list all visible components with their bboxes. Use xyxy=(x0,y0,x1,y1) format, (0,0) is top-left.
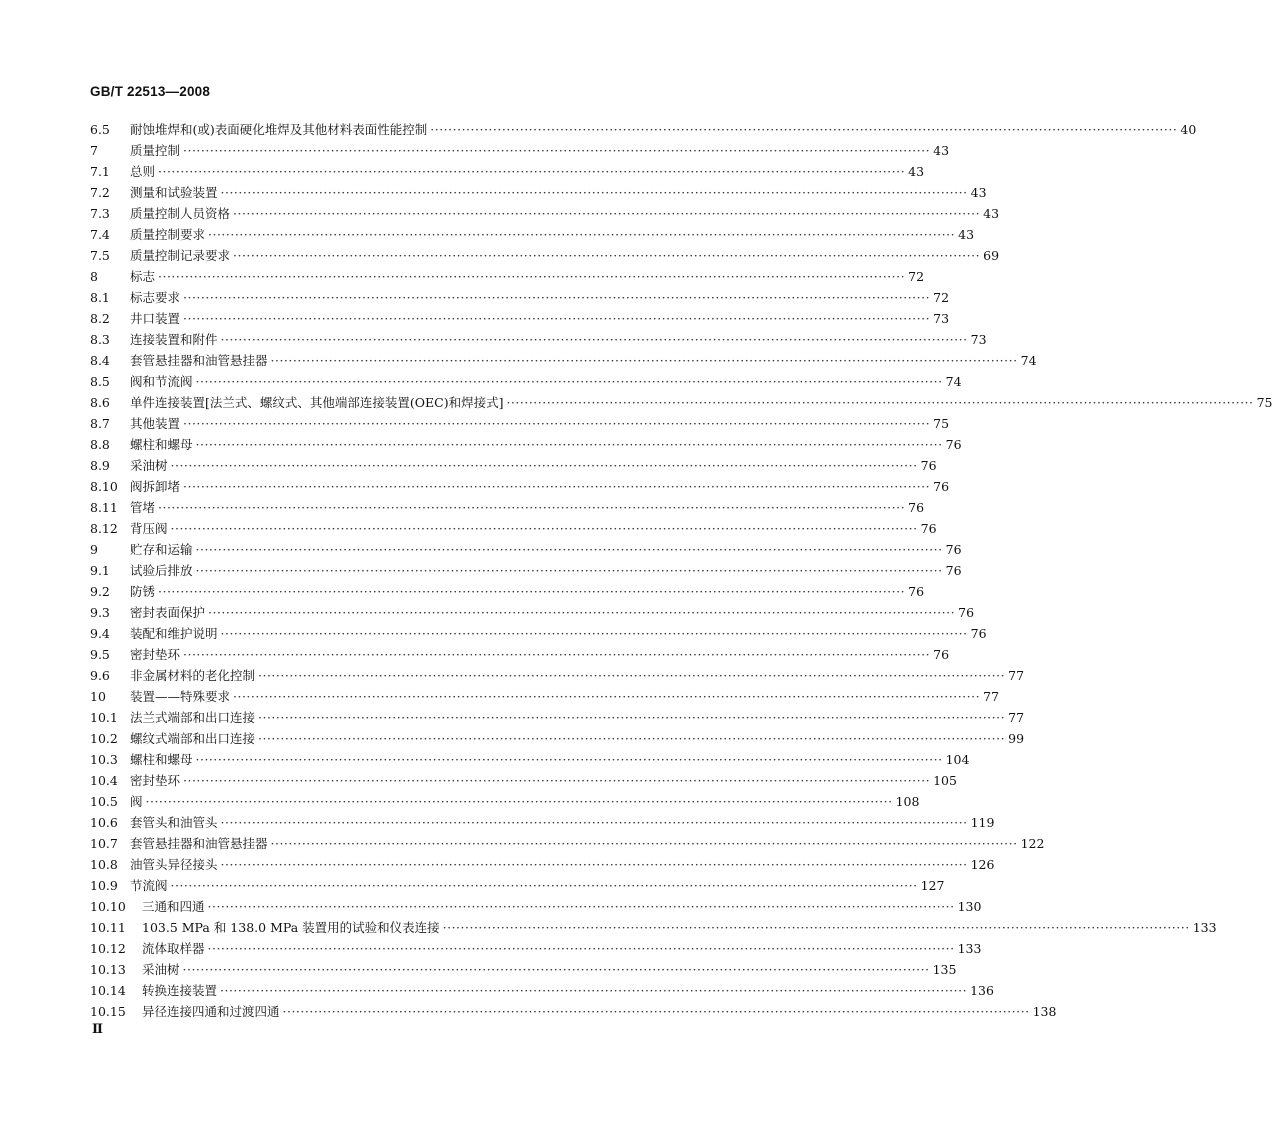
toc-dot-leader xyxy=(233,245,980,266)
toc-dot-leader xyxy=(158,266,905,287)
toc-entry[interactable] xyxy=(90,308,950,329)
toc-entry-title: 单件连接装置[法兰式、螺纹式、其他端部连接装置(OEC)和焊接式] xyxy=(130,395,504,410)
toc-entry-title: 三通和四通 xyxy=(142,899,205,914)
toc-dot-leader xyxy=(183,476,930,497)
toc-entry-number: 10.5 xyxy=(90,794,118,809)
toc-dot-leader xyxy=(183,287,930,308)
toc-entry-title: 套管悬挂器和油管悬挂器 xyxy=(130,353,268,368)
toc-entry[interactable] xyxy=(90,266,925,287)
toc-entry-number: 10.6 xyxy=(90,815,118,830)
toc-entry-title: 标志 xyxy=(130,269,156,284)
toc-entry-page: 43 xyxy=(958,227,975,242)
toc-dot-leader xyxy=(258,707,1005,728)
toc-entry-title: 质量控制记录要求 xyxy=(130,248,231,263)
toc-entry[interactable] xyxy=(90,980,994,1001)
toc-dot-leader xyxy=(258,665,1005,686)
page-number-footer: Ⅱ xyxy=(92,1022,103,1037)
toc-dot-leader xyxy=(208,224,955,245)
toc-entry-page: 77 xyxy=(983,689,1000,704)
toc-entry[interactable] xyxy=(90,413,950,434)
toc-entry-page: 43 xyxy=(983,206,1000,221)
toc-dot-leader xyxy=(171,518,918,539)
toc-entry-page: 76 xyxy=(945,437,962,452)
toc-entry[interactable] xyxy=(90,245,1000,266)
toc-entry-number: 9.6 xyxy=(90,668,110,683)
toc-entry[interactable] xyxy=(90,602,975,623)
toc-entry[interactable] xyxy=(90,791,920,812)
toc-entry-page: 75 xyxy=(933,416,950,431)
toc-entry[interactable] xyxy=(90,749,970,770)
toc-entry-page: 104 xyxy=(945,752,970,767)
toc-dot-leader xyxy=(196,749,943,770)
toc-dot-leader xyxy=(221,182,968,203)
toc-entry-title: 防锈 xyxy=(130,584,156,599)
toc-dot-leader xyxy=(221,812,968,833)
toc-entry[interactable] xyxy=(90,476,950,497)
toc-dot-leader xyxy=(271,350,1018,371)
toc-entry-title: 套管悬挂器和油管悬挂器 xyxy=(130,836,268,851)
toc-entry[interactable] xyxy=(90,287,950,308)
toc-entry[interactable] xyxy=(90,959,957,980)
table-of-contents xyxy=(90,119,1273,1022)
toc-dot-leader xyxy=(158,161,905,182)
toc-entry[interactable] xyxy=(90,203,1000,224)
document-code-header: GB/T 22513—2008 xyxy=(90,84,211,99)
toc-entry-title: 螺纹式端部和出口连接 xyxy=(130,731,256,746)
toc-entry-number: 10.15 xyxy=(90,1004,126,1019)
toc-entry-page: 133 xyxy=(1192,920,1217,935)
toc-entry-title: 质量控制 xyxy=(130,143,181,158)
toc-entry-number: 8.2 xyxy=(90,311,110,326)
toc-dot-leader xyxy=(221,623,968,644)
toc-entry[interactable] xyxy=(90,833,1045,854)
toc-entry-page: 130 xyxy=(957,899,982,914)
toc-entry-number: 8.8 xyxy=(90,437,110,452)
toc-dot-leader xyxy=(183,959,930,980)
toc-entry-number: 7.1 xyxy=(90,164,110,179)
toc-entry[interactable] xyxy=(90,686,1000,707)
toc-entry-title: 螺柱和螺母 xyxy=(130,437,193,452)
toc-entry-title: 阀 xyxy=(130,794,143,809)
toc-dot-leader xyxy=(220,980,967,1001)
toc-entry-number: 7.5 xyxy=(90,248,110,263)
toc-entry-number: 8.4 xyxy=(90,353,110,368)
toc-entry-number: 9.1 xyxy=(90,563,110,578)
toc-entry-title: 质量控制要求 xyxy=(130,227,206,242)
toc-entry-page: 43 xyxy=(933,143,950,158)
toc-entry-title: 套管头和油管头 xyxy=(130,815,218,830)
toc-entry-title: 节流阀 xyxy=(130,878,168,893)
toc-entry-page: 76 xyxy=(933,647,950,662)
toc-entry-page: 74 xyxy=(1020,353,1037,368)
toc-entry-number: 9.3 xyxy=(90,605,110,620)
toc-entry-number: 10.2 xyxy=(90,731,118,746)
toc-entry-page: 76 xyxy=(933,479,950,494)
toc-entry-title: 试验后排放 xyxy=(130,563,193,578)
toc-dot-leader xyxy=(258,728,1005,749)
toc-dot-leader xyxy=(183,413,930,434)
toc-entry-number: 8.10 xyxy=(90,479,118,494)
toc-entry[interactable] xyxy=(90,497,925,518)
toc-entry-title: 非金属材料的老化控制 xyxy=(130,668,256,683)
toc-entry-title: 质量控制人员资格 xyxy=(130,206,231,221)
toc-entry[interactable] xyxy=(90,917,1217,938)
toc-entry-number: 8.3 xyxy=(90,332,110,347)
toc-entry-page: 76 xyxy=(908,584,925,599)
toc-entry-number: 9.4 xyxy=(90,626,110,641)
toc-entry-title: 流体取样器 xyxy=(142,941,205,956)
toc-entry[interactable] xyxy=(90,560,962,581)
toc-entry[interactable] xyxy=(90,1001,1057,1022)
toc-entry[interactable] xyxy=(90,623,987,644)
toc-entry-number: 10.4 xyxy=(90,773,118,788)
toc-entry-title: 井口装置 xyxy=(130,311,181,326)
toc-entry[interactable] xyxy=(90,707,1025,728)
toc-entry-page: 76 xyxy=(945,542,962,557)
toc-entry-page: 75 xyxy=(1256,395,1273,410)
toc-entry-title: 油管头异径接头 xyxy=(130,857,218,872)
toc-entry-number: 10.3 xyxy=(90,752,118,767)
toc-entry-page: 73 xyxy=(933,311,950,326)
toc-entry-page: 127 xyxy=(920,878,945,893)
toc-entry-title: 耐蚀堆焊和(或)表面硬化堆焊及其他材料表面性能控制 xyxy=(130,122,428,137)
toc-entry-page: 76 xyxy=(920,458,937,473)
toc-dot-leader xyxy=(233,686,980,707)
toc-entry-title: 螺柱和螺母 xyxy=(130,752,193,767)
toc-entry-page: 77 xyxy=(1008,668,1025,683)
toc-dot-leader xyxy=(506,392,1253,413)
toc-entry-number: 7.3 xyxy=(90,206,110,221)
toc-entry[interactable] xyxy=(90,119,1197,140)
toc-entry-title: 阀拆卸堵 xyxy=(130,479,181,494)
toc-entry-page: 76 xyxy=(945,563,962,578)
toc-entry[interactable] xyxy=(90,161,925,182)
toc-entry-page: 119 xyxy=(970,815,995,830)
toc-entry-page: 76 xyxy=(958,605,975,620)
toc-entry-title: 采油树 xyxy=(142,962,180,977)
toc-entry[interactable] xyxy=(90,371,962,392)
toc-entry-page: 76 xyxy=(970,626,987,641)
toc-dot-leader xyxy=(183,140,930,161)
toc-entry-title: 贮存和运输 xyxy=(130,542,193,557)
toc-entry-title: 连接装置和附件 xyxy=(130,332,218,347)
toc-dot-leader xyxy=(430,119,1177,140)
toc-entry-number: 10.10 xyxy=(90,899,126,914)
toc-dot-leader xyxy=(208,896,955,917)
toc-entry[interactable] xyxy=(90,665,1025,686)
toc-dot-leader xyxy=(171,455,918,476)
toc-entry-page: 77 xyxy=(1008,710,1025,725)
toc-entry-number: 8.1 xyxy=(90,290,110,305)
toc-entry-number: 6.5 xyxy=(90,122,110,137)
toc-entry-title: 密封垫环 xyxy=(130,647,181,662)
toc-entry[interactable] xyxy=(90,770,957,791)
toc-entry-number: 10.8 xyxy=(90,857,118,872)
toc-entry-number: 9.5 xyxy=(90,647,110,662)
toc-entry-number: 9.2 xyxy=(90,584,110,599)
toc-entry-page: 133 xyxy=(957,941,982,956)
toc-dot-leader xyxy=(146,791,893,812)
toc-entry[interactable] xyxy=(90,812,995,833)
toc-entry-title: 转换连接装置 xyxy=(142,983,218,998)
toc-entry-page: 43 xyxy=(908,164,925,179)
toc-entry-number: 7.2 xyxy=(90,185,110,200)
toc-entry-number: 8.9 xyxy=(90,458,110,473)
toc-dot-leader xyxy=(183,770,930,791)
toc-entry[interactable] xyxy=(90,434,962,455)
toc-dot-leader xyxy=(443,917,1190,938)
toc-entry-title: 装配和维护说明 xyxy=(130,626,218,641)
toc-entry-title: 总则 xyxy=(130,164,156,179)
toc-entry-number: 10.1 xyxy=(90,710,118,725)
toc-entry[interactable] xyxy=(90,140,950,161)
toc-entry-page: 72 xyxy=(933,290,950,305)
toc-entry-title: 其他装置 xyxy=(130,416,181,431)
toc-entry-page: 122 xyxy=(1020,836,1045,851)
toc-dot-leader xyxy=(283,1001,1030,1022)
toc-entry-page: 43 xyxy=(970,185,987,200)
toc-entry-page: 136 xyxy=(970,983,994,998)
toc-entry-page: 72 xyxy=(908,269,925,284)
toc-entry-page: 73 xyxy=(970,332,987,347)
toc-entry[interactable] xyxy=(90,455,937,476)
toc-entry-title: 管堵 xyxy=(130,500,156,515)
toc-entry-page: 126 xyxy=(970,857,995,872)
toc-entry[interactable] xyxy=(90,938,982,959)
toc-entry-title: 测量和试验装置 xyxy=(130,185,218,200)
toc-entry-page: 108 xyxy=(895,794,920,809)
toc-dot-leader xyxy=(158,497,905,518)
toc-entry[interactable] xyxy=(90,518,937,539)
toc-entry[interactable] xyxy=(90,728,1025,749)
toc-entry-number: 10.12 xyxy=(90,941,126,956)
toc-entry-page: 105 xyxy=(933,773,957,788)
toc-entry-number: 10.13 xyxy=(90,962,126,977)
toc-entry-title: 103.5 MPa 和 138.0 MPa 装置用的试验和仪表连接 xyxy=(142,920,440,935)
toc-entry-title: 异径连接四通和过渡四通 xyxy=(142,1004,280,1019)
toc-entry-title: 装置——特殊要求 xyxy=(130,689,231,704)
toc-dot-leader xyxy=(233,203,980,224)
toc-dot-leader xyxy=(221,329,968,350)
toc-entry-number: 10.7 xyxy=(90,836,118,851)
toc-entry-page: 138 xyxy=(1032,1004,1057,1019)
toc-entry-number: 8.6 xyxy=(90,395,110,410)
toc-entry-page: 76 xyxy=(908,500,925,515)
toc-entry-page: 74 xyxy=(945,374,962,389)
toc-dot-leader xyxy=(183,644,930,665)
toc-dot-leader xyxy=(171,875,918,896)
toc-entry-title: 密封表面保护 xyxy=(130,605,206,620)
toc-entry-page: 69 xyxy=(983,248,1000,263)
toc-entry[interactable] xyxy=(90,224,975,245)
toc-entry-number: 10.9 xyxy=(90,878,118,893)
toc-entry-number: 10 xyxy=(90,689,106,704)
toc-entry-number: 10.11 xyxy=(90,920,126,935)
toc-dot-leader xyxy=(208,602,955,623)
toc-entry-page: 76 xyxy=(920,521,937,536)
toc-entry-title: 标志要求 xyxy=(130,290,181,305)
toc-entry[interactable] xyxy=(90,539,962,560)
toc-entry[interactable] xyxy=(90,350,1037,371)
toc-dot-leader xyxy=(196,560,943,581)
toc-entry-number: 10.14 xyxy=(90,983,126,998)
toc-entry-title: 阀和节流阀 xyxy=(130,374,193,389)
toc-entry[interactable] xyxy=(90,182,987,203)
toc-entry-number: 8.7 xyxy=(90,416,110,431)
toc-entry[interactable] xyxy=(90,875,945,896)
toc-entry[interactable] xyxy=(90,581,925,602)
toc-dot-leader xyxy=(208,938,955,959)
toc-entry-number: 8.5 xyxy=(90,374,110,389)
toc-entry-page: 99 xyxy=(1008,731,1025,746)
toc-dot-leader xyxy=(183,308,930,329)
toc-entry-number: 7.4 xyxy=(90,227,110,242)
toc-dot-leader xyxy=(196,434,943,455)
toc-entry-number: 8 xyxy=(90,269,98,284)
toc-entry-number: 7 xyxy=(90,143,98,158)
toc-entry-title: 密封垫环 xyxy=(130,773,181,788)
toc-entry-number: 8.12 xyxy=(90,521,118,536)
toc-entry-number: 9 xyxy=(90,542,98,557)
toc-entry-page: 135 xyxy=(932,962,957,977)
toc-entry[interactable] xyxy=(90,854,995,875)
toc-dot-leader xyxy=(271,833,1018,854)
toc-entry-title: 法兰式端部和出口连接 xyxy=(130,710,256,725)
toc-dot-leader xyxy=(196,371,943,392)
toc-entry-number: 8.11 xyxy=(90,500,118,515)
toc-entry-title: 背压阀 xyxy=(130,521,168,536)
toc-entry[interactable] xyxy=(90,392,1273,413)
toc-dot-leader xyxy=(158,581,905,602)
toc-entry[interactable] xyxy=(90,896,982,917)
toc-dot-leader xyxy=(196,539,943,560)
toc-entry[interactable] xyxy=(90,329,987,350)
toc-entry-page: 40 xyxy=(1180,122,1197,137)
toc-entry-title: 采油树 xyxy=(130,458,168,473)
toc-dot-leader xyxy=(221,854,968,875)
toc-entry[interactable] xyxy=(90,644,950,665)
